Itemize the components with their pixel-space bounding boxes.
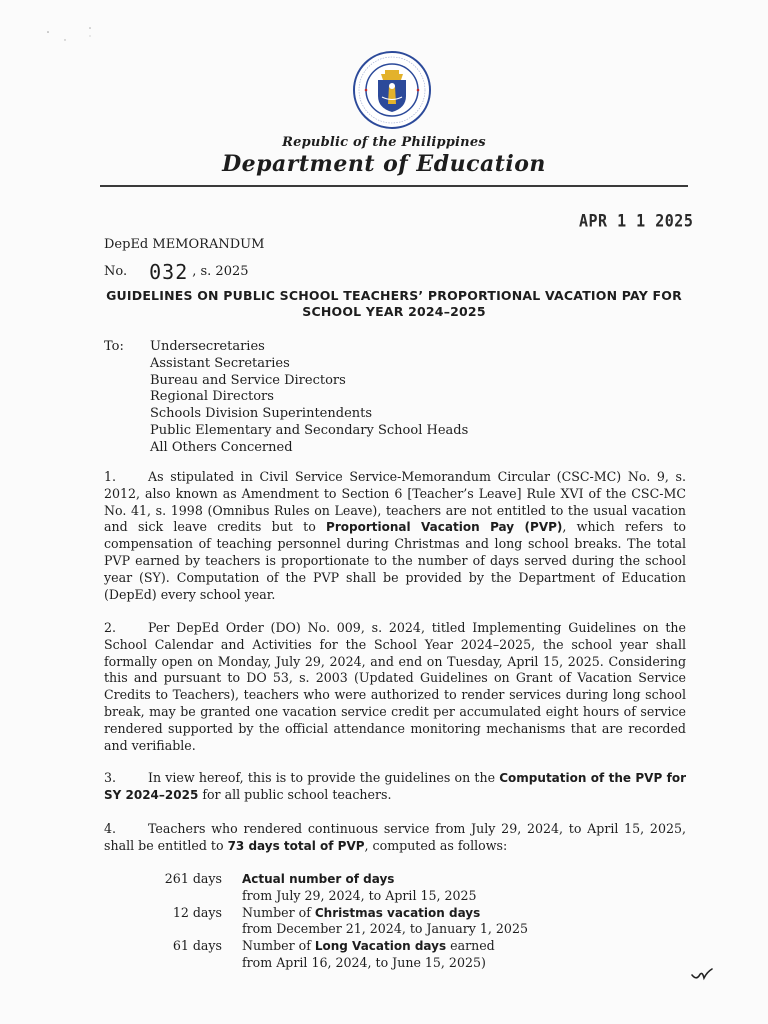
computation-description [242,938,582,972]
computation-days: 261 days [164,871,222,886]
paragraph-text: for all public school teachers. [198,786,392,802]
memo-number: 032 [149,260,189,284]
republic-heading: Republic of the Philippines [282,135,486,150]
paragraph-emphasis: Computation of the PVP for SY 2024–2025 [104,771,687,802]
recipient-item: Public Elementary and Secondary School Heads [150,422,469,438]
paragraph-4 [104,821,686,855]
scan-specks [20,20,100,60]
paragraph-number: 2. [104,620,117,635]
pvp-computation-table [150,871,582,972]
recipient-item: Bureau and Service Directors [150,372,346,388]
computation-description [242,905,582,939]
computation-row [150,938,582,972]
memo-number-line [104,256,249,284]
memo-title: GUIDELINES ON PUBLIC SCHOOL TEACHERS’ PROPORTIONAL VACATION PAY FOR SCHOOL YEAR 2024–2025 [106,288,682,319]
paragraph-text: , computed as follows: [364,837,508,853]
recipient-item: All Others Concerned [150,439,293,455]
computation-prefix: Number of [242,938,315,954]
department-heading: Department of Education [222,151,546,177]
deped-seal-logo [352,50,432,130]
recipient-list [150,339,468,457]
to-label: To: [104,339,124,354]
recipient-item: Assistant Secretaries [150,355,290,371]
date-stamp: APR 1 1 2025 [579,210,694,232]
header-divider [100,185,688,187]
computation-emphasis: Actual number of days [242,872,395,886]
paragraph-number: 1. [104,469,117,484]
memo-no-prefix: No. [104,264,128,279]
computation-row [150,871,582,905]
paragraph-text: Teachers who rendered continuous service from July 29, 2024, to April 15, 2025, shall be entitled to [104,821,686,853]
computation-suffix: earned [446,938,495,954]
handwritten-initials [690,966,714,984]
recipient-item: Schools Division Superintendents [150,406,373,422]
paragraph-emphasis: 73 days total of PVP [227,838,365,853]
computation-description [242,871,582,905]
memo-series: , s. 2025 [192,264,249,279]
paragraph-number: 3. [104,770,117,785]
computation-days: 12 days [172,904,222,920]
computation-range: from July 29, 2024, to April 15, 2025 [242,887,477,903]
paragraph-text: Per DepEd Order (DO) No. 009, s. 2024, titled Implementing Guidelines on the School Calendar and Activities for the School Year 2024–2025, the school year shall formally open on Monday, July 29, 2024, and end on Tuesday, April 15, 2025. Considering this and pursuant to DO 53, s. 2003 (Updated Guidelines on Grant of Vacation Service Credits to Teachers), teachers who were authorized to render services during long school break, may be granted one vacation service credit per accumulated eight hours of service rendered supported by the official attendance monitoring mechanisms that are recorded and verifiable. [104,620,686,753]
computation-emphasis: Long Vacation days [314,939,447,954]
recipient-item: Regional Directors [150,389,274,405]
paragraph-1 [104,469,686,603]
paragraph-text: , which refers to compensation of teaching personnel during Christmas and long school breaks. The total PVP earned by teachers is proportionate to the number of days served during the school year (SY). Computation of the PVP shall be provided by the Department of Education (DepEd) every school year. [104,519,686,602]
paragraph-2 [104,620,686,754]
paragraph-3 [104,770,686,804]
recipient-item: Undersecretaries [150,339,265,354]
paragraph-text: In view hereof, this is to provide the guidelines on the [148,770,500,785]
computation-days: 61 days [172,938,222,954]
computation-prefix: Number of [242,904,315,920]
computation-range: from December 21, 2024, to January 1, 2025 [242,921,528,937]
paragraph-emphasis: Proportional Vacation Pay (PVP) [326,520,563,535]
paragraph-number: 4. [104,821,117,836]
computation-emphasis: Christmas vacation days [314,905,481,920]
memo-label: DepEd MEMORANDUM [104,237,265,252]
paragraph-text: As stipulated in Civil Service Service-Memorandum Circular (CSC-MC) No. 9, s. 2012, also known as Amendment to Section 6 [Teacher’s Leave] Rule XVI of the CSC-MC No. 41, s. 1998 (Omnibus Rules on Leave), teachers are not entitled to the usual vacation and sick leave credits but to [104,469,686,535]
computation-row [150,905,582,939]
computation-range: from April 16, 2024, to June 15, 2025) [242,954,486,970]
